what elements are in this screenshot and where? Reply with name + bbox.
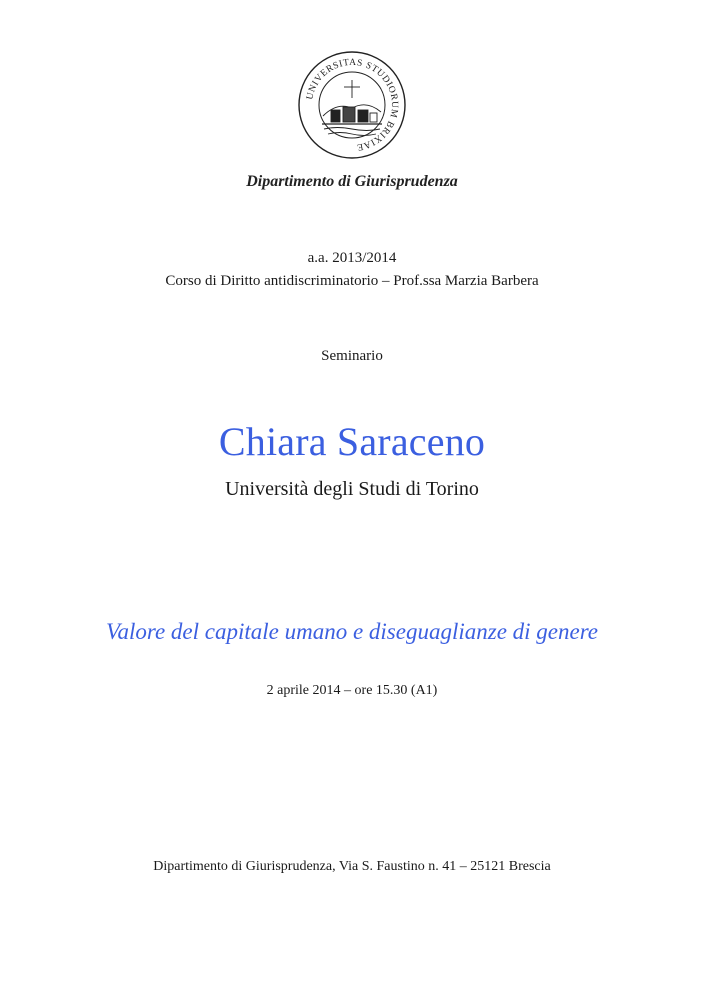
department-heading: Dipartimento di Giurisprudenza	[246, 173, 458, 190]
svg-text:UNIVERSITAS STUDIORUM BRIXIAE: UNIVERSITAS STUDIORUM BRIXIAE	[305, 57, 400, 152]
university-seal-logo	[297, 50, 407, 160]
course-line: Corso di Diritto antidiscriminatorio – Prof.ssa Marzia Barbera	[165, 273, 539, 289]
seminar-title: Valore del capitale umano e diseguaglianze di genere	[105, 619, 599, 644]
speaker-affiliation: Università degli Studi di Torino	[225, 478, 479, 500]
speaker-name: Chiara Saraceno	[218, 419, 486, 464]
event-type: Seminario	[321, 348, 383, 364]
event-datetime: 2 aprile 2014 – ore 15.30 (A1)	[266, 683, 438, 698]
academic-year: a.a. 2013/2014	[307, 250, 397, 266]
footer-address: Dipartimento di Giurisprudenza, Via S. Faustino n. 41 – 25121 Brescia	[153, 859, 551, 874]
